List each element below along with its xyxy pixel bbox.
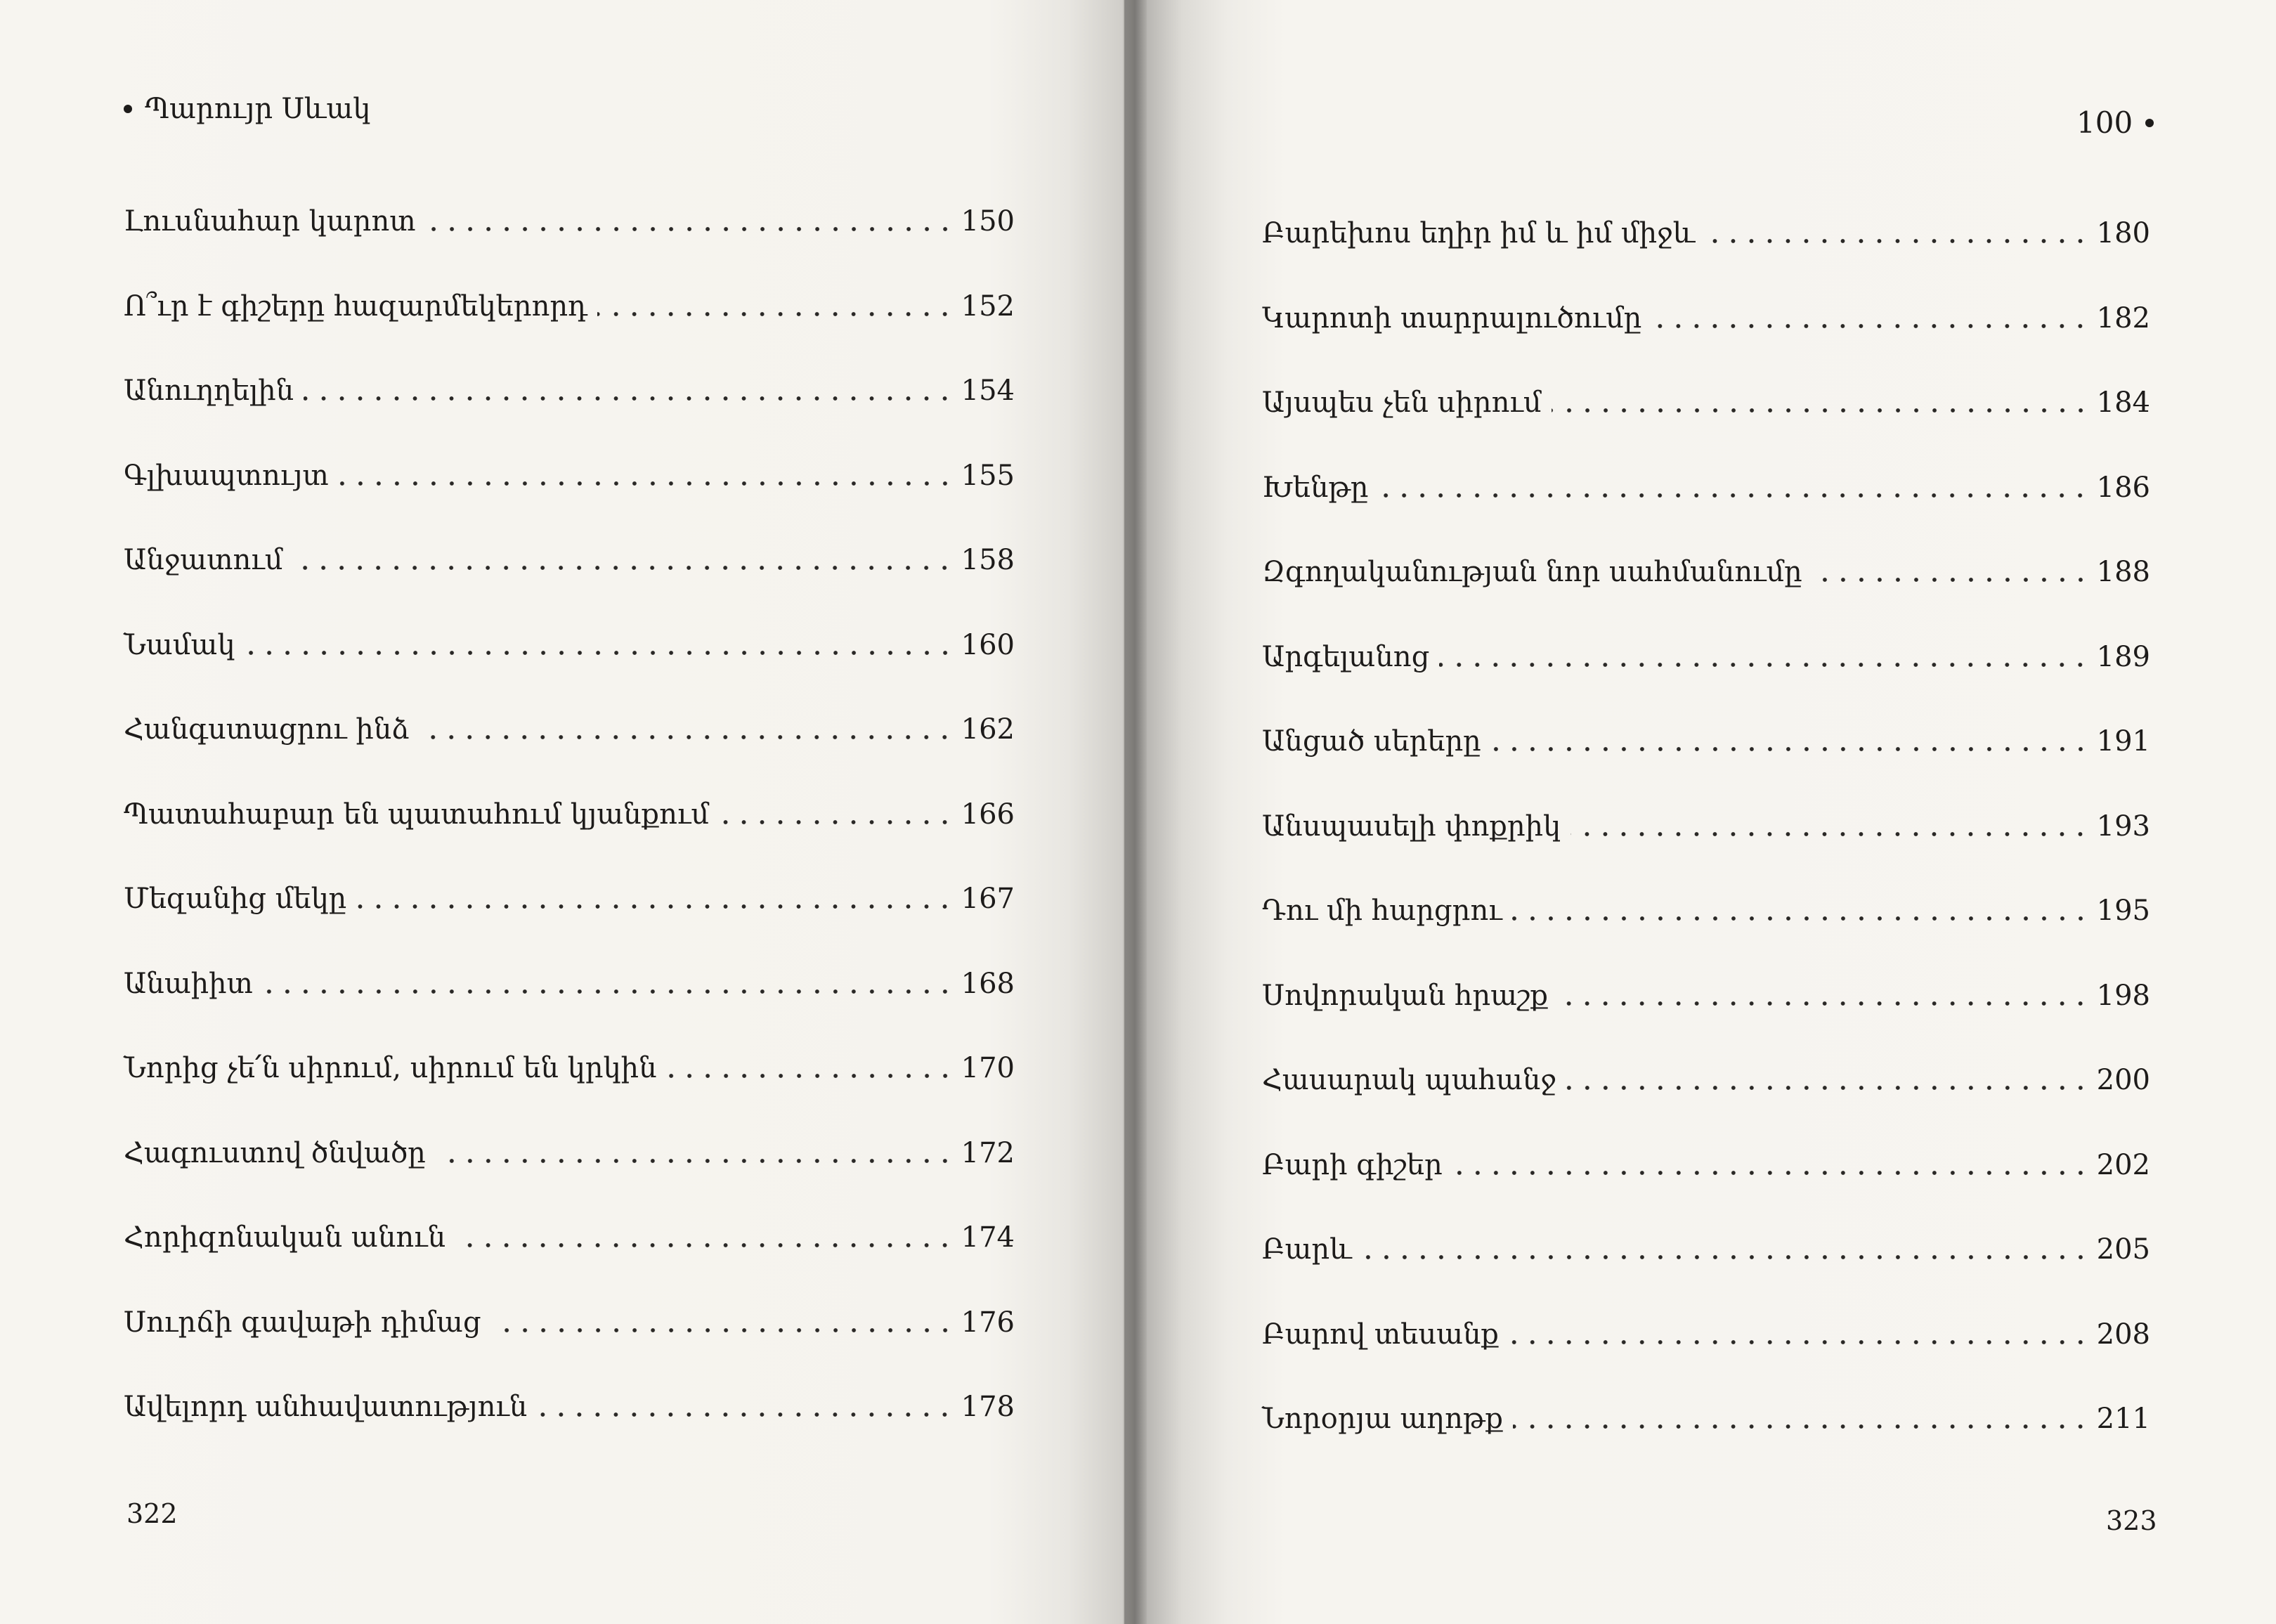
toc-entry bbox=[124, 1026, 1015, 1111]
bullet-icon bbox=[2145, 119, 2154, 127]
toc-entry-title: Հանգստացրու ինձ bbox=[124, 713, 410, 746]
toc-entry-page: 167 bbox=[961, 883, 1015, 916]
toc-entry bbox=[1262, 1377, 2150, 1462]
toc-entry-title: Անջատում bbox=[124, 544, 283, 577]
toc-entry-title: Մեզանից մեկը bbox=[124, 883, 347, 916]
toc-entry-page: 182 bbox=[2096, 301, 2150, 334]
toc-entry bbox=[124, 942, 1015, 1027]
toc-entry bbox=[1262, 615, 2150, 700]
toc-entry-title: Բարեխոս եղիր իմ և իմ միջև bbox=[1262, 217, 1696, 250]
toc-entry-title: Բարև bbox=[1262, 1233, 1352, 1266]
toc-entry-page: 158 bbox=[961, 544, 1015, 577]
author-name: Պարույր Սևակ bbox=[145, 93, 371, 125]
toc-entry bbox=[1262, 784, 2150, 869]
dot-leader bbox=[245, 651, 954, 655]
toc-entry-title: Գլխապտույտ bbox=[124, 459, 329, 492]
dot-leader bbox=[667, 1074, 954, 1078]
dot-leader bbox=[436, 1159, 954, 1163]
dot-leader bbox=[356, 904, 954, 909]
toc-entry-page: 180 bbox=[2096, 217, 2150, 250]
toc-entry-page: 170 bbox=[961, 1052, 1015, 1085]
toc-entry-page: 208 bbox=[2096, 1318, 2150, 1351]
dot-leader bbox=[1439, 663, 2089, 667]
toc-entry bbox=[124, 1280, 1015, 1365]
toc-entry bbox=[1262, 954, 2150, 1039]
toc-entry-title: Սովորական հրաշք bbox=[1262, 979, 1548, 1012]
dot-leader bbox=[537, 1412, 954, 1417]
dot-leader bbox=[1571, 832, 2089, 836]
toc-entry bbox=[1262, 699, 2150, 784]
toc-entry bbox=[1262, 1207, 2150, 1292]
dot-leader bbox=[719, 820, 954, 824]
toc-entry-title: Անաիիտ bbox=[124, 967, 253, 1000]
toc-entry-page: 211 bbox=[2096, 1403, 2150, 1436]
dot-leader bbox=[1452, 1171, 2090, 1175]
toc-entry-title: Բարով տեսանք bbox=[1262, 1318, 1499, 1351]
toc-entry bbox=[124, 603, 1015, 688]
toc-entry bbox=[124, 1111, 1015, 1196]
toc-entry-page: 176 bbox=[961, 1306, 1015, 1339]
toc-entry-page: 202 bbox=[2096, 1148, 2150, 1181]
toc-entry-title: Արգելանոց bbox=[1262, 640, 1430, 673]
toc-entry-page: 191 bbox=[2096, 725, 2150, 758]
dot-leader bbox=[339, 481, 954, 486]
toc-entry-page: 188 bbox=[2096, 556, 2150, 589]
toc-entry-page: 168 bbox=[961, 967, 1015, 1000]
left-page bbox=[0, 0, 1124, 1624]
toc-entry bbox=[124, 179, 1015, 264]
toc-entry-title: Զգողականության նոր սահմանումը bbox=[1262, 556, 1802, 589]
toc-entry-title: Ո՞ւր է գիշերը հազարմեկերորդ bbox=[124, 290, 587, 323]
toc-entry-title: Պատահաբար են պատահում կյանքում bbox=[124, 798, 710, 831]
toc-entry-title: Նորօրյա աղոթք bbox=[1262, 1403, 1504, 1436]
toc-entry bbox=[1262, 869, 2150, 954]
toc-entry bbox=[1262, 530, 2150, 615]
toc-entry-page: 152 bbox=[961, 290, 1015, 323]
dot-leader bbox=[455, 1243, 954, 1247]
running-head-left bbox=[124, 93, 370, 125]
dot-leader bbox=[1812, 578, 2090, 582]
toc-entry-title: Լուսնահար կարոտ bbox=[124, 205, 416, 238]
toc-entry bbox=[124, 1195, 1015, 1280]
toc-entry-title: Խենթը bbox=[1262, 471, 1369, 504]
toc-entry-title: Անցած սերերը bbox=[1262, 725, 1481, 758]
toc-list-left bbox=[124, 179, 1015, 1450]
toc-entry-page: 189 bbox=[2096, 640, 2150, 673]
toc-entry bbox=[1262, 360, 2150, 446]
toc-entry-page: 172 bbox=[961, 1136, 1015, 1169]
dot-leader bbox=[1513, 1424, 2090, 1429]
bullet-icon bbox=[124, 105, 132, 113]
toc-entry bbox=[1262, 446, 2150, 531]
toc-entry-title: Հագուստով ծնվածը bbox=[124, 1136, 426, 1169]
toc-entry-title: Կարոտի տարրալուծումը bbox=[1262, 301, 1642, 334]
toc-entry-title: Նամակ bbox=[124, 628, 235, 661]
toc-entry-page: 162 bbox=[961, 713, 1015, 746]
book-gutter bbox=[1123, 0, 1147, 1624]
toc-entry-title: Ավելորդ անհավատություն bbox=[124, 1391, 528, 1424]
dot-leader bbox=[419, 735, 954, 739]
dot-leader bbox=[426, 227, 954, 231]
toc-entry-page: 150 bbox=[961, 205, 1015, 238]
dot-leader bbox=[304, 396, 954, 401]
toc-entry bbox=[124, 264, 1015, 349]
right-page bbox=[1124, 0, 2276, 1624]
dot-leader bbox=[1512, 916, 2090, 921]
dot-leader bbox=[597, 312, 954, 316]
dot-leader bbox=[1705, 239, 2089, 243]
toc-entry-page: 205 bbox=[2096, 1233, 2150, 1266]
toc-entry-page: 174 bbox=[961, 1221, 1015, 1254]
toc-entry-title: Դու մի հարցրու bbox=[1262, 895, 1502, 928]
series-number: 100 bbox=[2076, 105, 2133, 140]
toc-entry bbox=[1262, 1038, 2150, 1123]
dot-leader bbox=[1509, 1340, 2090, 1344]
toc-entry-page: 154 bbox=[961, 375, 1015, 408]
toc-entry-title: Անուղղելին bbox=[124, 375, 294, 408]
toc-entry-page: 193 bbox=[2096, 810, 2150, 843]
dot-leader bbox=[1362, 1255, 2090, 1259]
toc-entry-page: 184 bbox=[2096, 386, 2150, 420]
toc-entry bbox=[1262, 276, 2150, 361]
toc-entry-title: Անսպասելի փոքրիկ bbox=[1262, 810, 1561, 843]
toc-entry bbox=[1262, 1123, 2150, 1208]
toc-entry bbox=[1262, 1292, 2150, 1377]
toc-entry bbox=[124, 434, 1015, 519]
toc-entry-page: 155 bbox=[961, 459, 1015, 492]
page-number-right: 323 bbox=[2106, 1505, 2157, 1536]
toc-entry bbox=[1262, 191, 2150, 276]
toc-entry-title: Բարի գիշեր bbox=[1262, 1148, 1443, 1181]
toc-entry bbox=[124, 1365, 1015, 1450]
dot-leader bbox=[1491, 747, 2090, 751]
toc-entry-page: 160 bbox=[961, 628, 1015, 661]
dot-leader bbox=[491, 1328, 954, 1332]
dot-leader bbox=[292, 566, 954, 570]
toc-entry-page: 195 bbox=[2096, 895, 2150, 928]
toc-entry-page: 166 bbox=[961, 798, 1015, 831]
toc-entry-title: Նորից չե՛ն սիրում, սիրում են կրկին bbox=[124, 1052, 657, 1085]
dot-leader bbox=[1552, 408, 2090, 413]
toc-entry bbox=[124, 857, 1015, 942]
dot-leader bbox=[1566, 1086, 2090, 1090]
toc-entry-title: Այսպես չեն սիրում bbox=[1262, 386, 1542, 420]
toc-entry bbox=[124, 518, 1015, 603]
toc-entry-title: Հորիզոնական անուն bbox=[124, 1221, 446, 1254]
dot-leader bbox=[263, 989, 954, 994]
toc-entry-page: 198 bbox=[2096, 979, 2150, 1012]
toc-entry-title: Սուրճի գավաթի դիմաց bbox=[124, 1306, 481, 1339]
running-head-right bbox=[2076, 105, 2154, 140]
toc-entry-page: 200 bbox=[2096, 1064, 2150, 1097]
dot-leader bbox=[1378, 493, 2089, 498]
toc-entry-title: Հասարակ պահանջ bbox=[1262, 1064, 1556, 1097]
page-number-left: 322 bbox=[126, 1498, 178, 1529]
toc-list-right bbox=[1262, 191, 2150, 1462]
dot-leader bbox=[1651, 324, 2089, 328]
toc-entry bbox=[124, 687, 1015, 772]
toc-entry-page: 178 bbox=[961, 1391, 1015, 1424]
toc-entry bbox=[124, 349, 1015, 434]
dot-leader bbox=[1558, 1001, 2090, 1006]
toc-entry-page: 186 bbox=[2096, 471, 2150, 504]
toc-entry bbox=[124, 772, 1015, 857]
